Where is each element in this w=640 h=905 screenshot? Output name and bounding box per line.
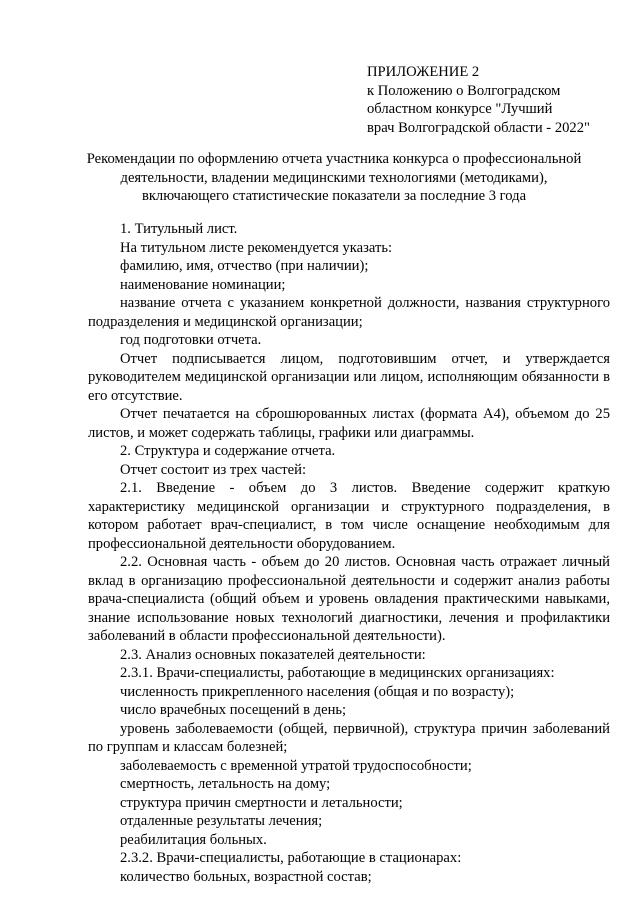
paragraph: Отчет состоит из трех частей:: [120, 461, 307, 478]
annex-line: областном конкурсе "Лучший: [367, 101, 553, 117]
list-item: численность прикрепленного населения (общая и по возрасту);: [120, 683, 515, 700]
subsection-heading: 2.3.2. Врачи-специалисты, работающие в стационарах:: [120, 850, 462, 866]
paragraph: Отчет подписывается лицом, подготовившим отчет, и утверждается руководителем медицинской организации или лицом, исполняющим обязанности в его отсутствие.: [88, 350, 610, 404]
list-item: год подготовки отчета.: [120, 332, 262, 348]
annex-line: к Положению о Волгоградском: [367, 82, 561, 99]
annex-line: врач Волгоградской области - 2022": [367, 119, 590, 136]
paragraph: На титульном листе рекомендуется указать:: [120, 239, 393, 256]
subsection-heading: 2.3.1. Врачи-специалисты, работающие в медицинских организациях:: [120, 665, 555, 681]
paragraph: 2.2. Основная часть - объем до 20 листов. Основная часть отражает личный вклад в организацию профессиональной деятельности и содержит анализ работы врача-специалиста (общий объем и уровень овладения практическими навыками, знание использование новых технологий диагностики, лечения и профилактики заболеваний в области профессиональной деятельности).: [88, 554, 610, 644]
section-heading: 1. Титульный лист.: [120, 221, 238, 237]
list-item: название отчета с указанием конкретной должности, названия структурного подразделения и медицинской организации;: [88, 295, 610, 330]
document-body: [88, 220, 610, 886]
paragraph: 2.1. Введение - объем до 3 листов. Введение содержит краткую характеристику медицинской организации и структурного подразделения, в котором работает врач-специалист, в том числе оснащение необходимым для профессиональной деятельности оборудованием.: [88, 480, 610, 552]
list-item: реабилитация больных.: [120, 831, 267, 848]
list-item: структура причин смертности и летальности;: [120, 794, 403, 811]
section-heading: 2. Структура и содержание отчета.: [120, 443, 336, 459]
list-item: фамилию, имя, отчество (при наличии);: [120, 258, 369, 274]
list-item: наименование номинации;: [120, 276, 286, 293]
list-item: количество больных, возрастной состав;: [120, 868, 372, 885]
annex-header: [367, 63, 627, 137]
title-line: деятельности, владении медицинскими технологиями (методиками),: [120, 169, 548, 186]
section-heading: 2.3. Анализ основных показателей деятельности:: [120, 646, 426, 663]
list-item: отдаленные результаты лечения;: [120, 813, 323, 829]
list-item: смертность, летальность на дому;: [120, 776, 331, 792]
list-item: заболеваемость с временной утратой трудоспособности;: [120, 757, 472, 774]
annex-title: ПРИЛОЖЕНИЕ 2: [367, 64, 480, 80]
title-line: включающего статистические показатели за последние 3 года: [141, 188, 527, 204]
title-line: Рекомендации по оформлению отчета участника конкурса о профессиональной: [86, 151, 582, 167]
list-item: уровень заболеваемости (общей, первичной), структура причин заболеваний по группам и классам болезней;: [88, 720, 610, 755]
list-item: число врачебных посещений в день;: [120, 702, 347, 718]
document-title: [60, 150, 608, 206]
paragraph: Отчет печатается на сброшюрованных листах (формата А4), объемом до 25 листов, и может содержать таблицы, графики или диаграммы.: [88, 406, 610, 441]
